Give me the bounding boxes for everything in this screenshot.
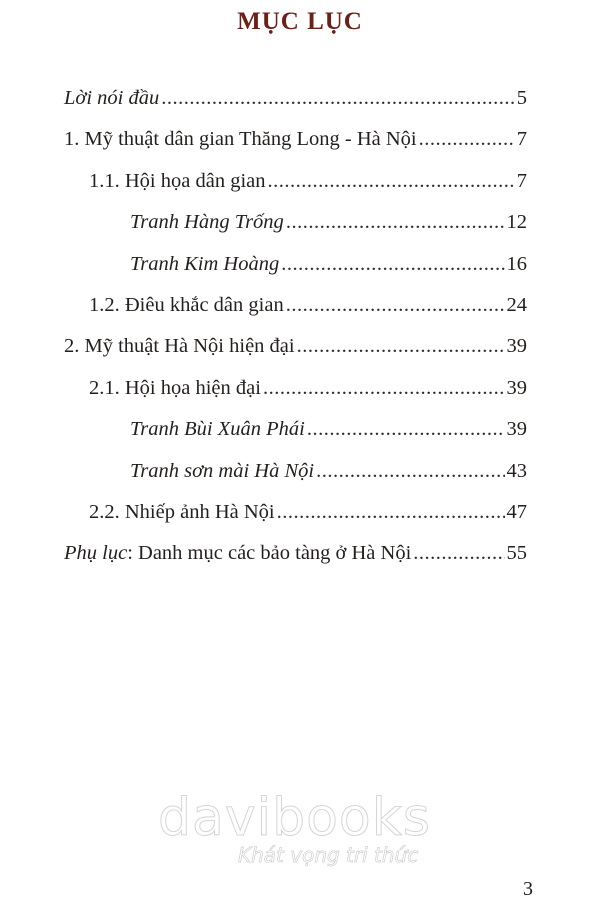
toc-page-number: 39 [506, 377, 527, 399]
toc-page-number: 47 [506, 501, 527, 523]
toc-entry-title: 2.1. Hội họa hiện đại [89, 377, 261, 399]
dot-leader [286, 290, 505, 320]
dot-leader [277, 497, 505, 527]
toc-entry-loi-noi-dau[interactable] [64, 83, 527, 113]
dot-leader [263, 373, 505, 403]
toc-page-number: 39 [506, 418, 527, 440]
page-title: MỤC LỤC [237, 8, 363, 35]
toc-page-number: 7 [516, 128, 527, 150]
watermark [158, 788, 458, 898]
toc-entry-tranh-kim-hoang[interactable] [130, 249, 527, 279]
toc-page-number: 7 [516, 170, 527, 192]
watermark-slogan: Khát vọng tri thức [238, 843, 419, 867]
toc-entry-tranh-son-mai[interactable] [130, 456, 527, 486]
toc-page-number: 12 [506, 211, 527, 233]
toc-entry-section-2-1[interactable] [89, 373, 527, 403]
toc-entry-title: Tranh sơn mài Hà Nội [130, 460, 315, 482]
toc-page-number: 5 [516, 87, 527, 109]
toc-page-number: 39 [506, 335, 527, 357]
toc-entry-section-1-2[interactable] [89, 290, 527, 320]
dot-leader [268, 166, 515, 196]
toc-entry-title: 1.1. Hội họa dân gian [89, 170, 266, 192]
toc-entry-title: 1. Mỹ thuật dân gian Thăng Long - Hà Nội [64, 128, 417, 150]
dot-leader [281, 249, 504, 279]
toc-entry-title: 2. Mỹ thuật Hà Nội hiện đại [64, 335, 295, 357]
toc-entry-title: Tranh Kim Hoàng [130, 253, 280, 275]
toc-entry-title: 1.2. Điêu khắc dân gian [89, 294, 284, 316]
toc-entry-title: 2.2. Nhiếp ảnh Hà Nội [89, 501, 275, 523]
toc-entry-phu-luc[interactable] [64, 538, 527, 568]
dot-leader [161, 83, 515, 113]
toc-page-number: 24 [506, 294, 527, 316]
toc-entry-title: Phụ lục: Danh mục các bảo tàng ở Hà Nội [64, 542, 412, 564]
page-number: 3 [523, 878, 533, 900]
toc-page-number: 43 [506, 460, 527, 482]
dot-leader [297, 331, 505, 361]
toc-entry-title: Tranh Bùi Xuân Phái [130, 418, 305, 440]
dot-leader [307, 414, 505, 444]
dot-leader [413, 538, 504, 568]
watermark-logo: davibooks [158, 788, 431, 848]
dot-leader [316, 456, 504, 486]
toc-entry-section-2-2[interactable] [89, 497, 527, 527]
toc-entry-section-1-1[interactable] [89, 166, 527, 196]
toc-page-number: 16 [506, 253, 527, 275]
dot-leader [286, 207, 505, 237]
toc-entry-title: Lời nói đầu [64, 87, 160, 109]
dot-leader [419, 124, 515, 154]
toc-entry-tranh-bui-xuan-phai[interactable] [130, 414, 527, 444]
toc-entry-chapter-2[interactable] [64, 331, 527, 361]
toc-entry-chapter-1[interactable] [64, 124, 527, 154]
toc-entry-tranh-hang-trong[interactable] [130, 207, 527, 237]
toc-entry-title: Tranh Hàng Trống [130, 211, 284, 233]
toc-page-number: 55 [506, 542, 527, 564]
